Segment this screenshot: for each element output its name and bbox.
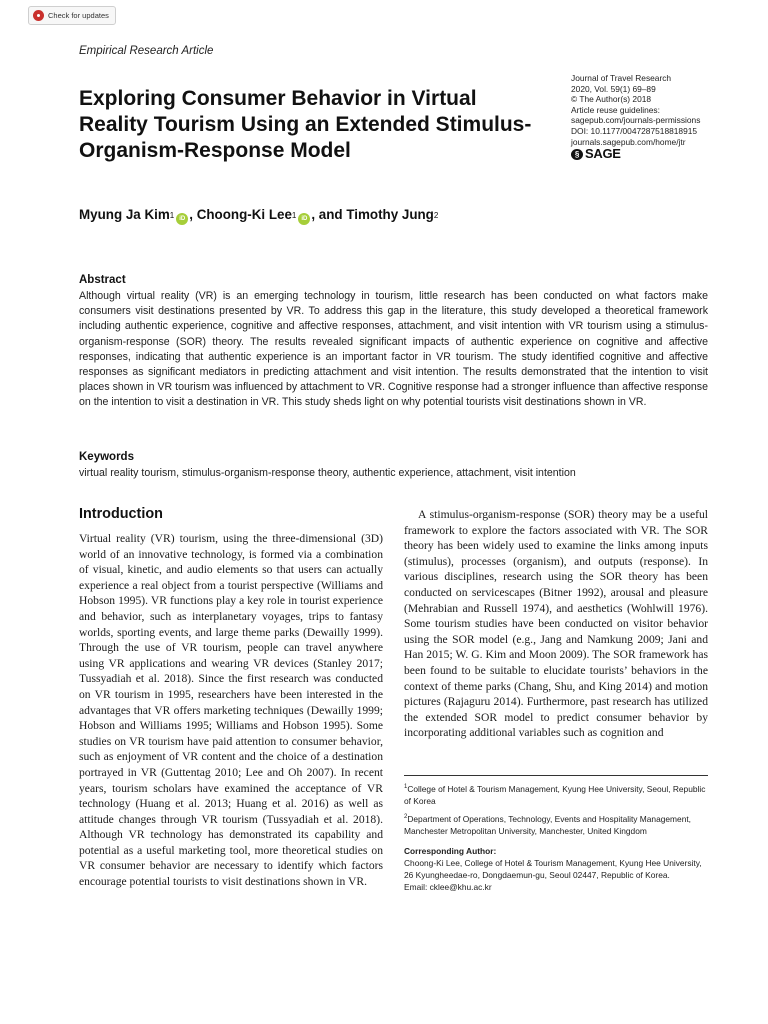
author-affiliation-ref: 1 [291, 211, 297, 220]
affiliation-text: College of Hotel & Tourism Management, Kyung Hee University, Seoul, Republic of Korea [404, 783, 706, 806]
footnote-divider [404, 775, 708, 776]
journal-name: Journal of Travel Research [571, 73, 672, 83]
author-separator: , [189, 207, 197, 222]
affiliation-number: 1 [404, 784, 408, 790]
doi-link[interactable]: DOI: 10.1177/0047287518818915 [571, 125, 698, 136]
corresponding-author-heading: Corresponding Author: [404, 845, 497, 856]
author-separator: , and [311, 207, 347, 222]
author-name: Myung Ja Kim [79, 207, 170, 222]
author-name: Choong-Ki Lee [196, 207, 292, 222]
affiliation-note [404, 811, 708, 837]
journal-home-link[interactable]: journals.sagepub.com/home/jtr [571, 136, 686, 147]
keywords-heading: Keywords [79, 451, 134, 463]
affiliation-note [404, 781, 708, 807]
check-for-updates-button[interactable] [28, 6, 116, 25]
introduction-left-column: Virtual reality (VR) tourism, using the three-dimensional (3D) world of an innovative technology, is formed via a combination of visual, kinetic, and audio elements so that users can actually experience a real object from a tourist perspective (Williams and Hobson 1995). VR functions play a key role in tourist experience and behavior, such as interplanetary voyages, trips to fantasy worlds, sporting events, and large theme parks (Dewailly 1999). Through the use of VR tourism, people can travel anywhere using VR applications and wearing VR devices (Stanley 2017; Tussyadiah et al. 2018). Since the first research was conducted on VR tourism in 1995, researchers have been interested in the advantages that VR offers marketing techniques (Dewailly 1999; Hobson and Williams 1995; Williams and Hobson 1995). Some studies on VR tourism have paid attention to consumer behavior, such as enjoyment of VR content and the choice of a destination portrayed in VR (Guttentag 2010; Lee and Oh 2007). In recent years, tourism scholars have examined the acceptance of VR technology (Huang et al. 2013; Huang et al. 2016) as well as attitude changes through VR tourism (Tussyadiah et al. 2018). Although VR technology has demonstrated its capability and potential as a useful marketing tool, more theoretical studies on VR consumer behavior are necessary to identify which factors encourage potential tourists to visit destinations shown in VR. [79, 532, 383, 889]
corresponding-author-email[interactable]: Email: cklee@khu.ac.kr [404, 881, 492, 892]
author-affiliation-ref: 1 [169, 211, 175, 220]
affiliation-number: 2 [404, 813, 408, 820]
footnotes [404, 781, 708, 893]
abstract-text: Although virtual reality (VR) is an emerging technology in tourism, little research has been conducted on what factors make consumers visit destinations presented by VR. To address this gap in the literature, this study developed a theoretical framework including authentic experience, cognitive and affective responses, attachment, and visit intention with VR tourism using a stimulus-organism-response (SOR) theory. The results revealed significant impacts of authentic experience on cognitive and affective responses, indicating that authentic experience is an important factor in VR tourism. The study identified cognitive and affective responses as significant mediators in predicting attachment and visit intention. The results demonstrated that the intention to visit places shown in VR tourism was influenced by attachment to VR. Cognitive response had a stronger influence than affective response on the intention to visit a destination in VR. This study sheds light on why potential tourists visit destinations shown in VR. [79, 290, 708, 409]
paper-title: Exploring Consumer Behavior in Virtual Reality Tourism Using an Extended Stimulus-Organism-Response Model [79, 87, 532, 162]
journal-volume: 2020, Vol. 59(1) 69–89 [571, 83, 656, 94]
keywords-text: virtual reality tourism, stimulus-organism-response theory, authentic experience, attachment, visit intention [79, 467, 576, 479]
article-type: Empirical Research Article [79, 45, 214, 57]
permissions-link[interactable]: sagepub.com/journals-permissions [571, 115, 701, 126]
affiliation-text: Department of Operations, Technology, Events and Hospitality Management, Manchester Metropolitan University, Manchester, United Kingdom [404, 813, 692, 836]
introduction-right-column: A stimulus-organism-response (SOR) theory may be a useful framework to explore the factors associated with VR. The SOR theory has been widely used to examine the links among inputs (stimulus), processes (organism), and outputs (response). In various disciplines, research using the SOR theory has been conducted on servicescapes (Bitner 1992), arousal and pleasure (Mehrabian and Russell 1974), and aesthetics (Wohlwill 1976). Some tourism studies have been conducted on visitor behavior using the SOR model (e.g., Jang and Namkung 2009; Jani and Han 2015; W. G. Kim and Moon 2009). The SOR framework has been found to be suitable to elucidate tourists’ behaviors in the context of theme parks (Chang, Shu, and King 2014) and motion pictures (Rajaguru 2014). Furthermore, past research has utilized the extended SOR model to predict consumer behavior by incorporating additional variables such as cognition and [404, 508, 708, 740]
publisher-name: SAGE [585, 146, 621, 162]
abstract-heading: Abstract [79, 274, 126, 286]
journal-copyright: © The Author(s) 2018 [571, 94, 652, 105]
reuse-guidelines-label: Article reuse guidelines: [571, 104, 660, 115]
orcid-icon[interactable]: iD [176, 213, 188, 225]
orcid-icon[interactable]: iD [298, 213, 310, 225]
corresponding-author-address: Choong-Ki Lee, College of Hotel & Tourism Management, Kyung Hee University, 26 Kyungheedae-ro, Dongdaemun-gu, Seoul 02447, Republic of Korea. [404, 857, 702, 880]
check-for-updates-label: Check for updates [48, 11, 109, 20]
author-list [79, 207, 599, 224]
sage-logo-icon: § [571, 149, 583, 160]
publisher-logo [571, 146, 751, 162]
introduction-heading: Introduction [79, 506, 163, 522]
check-updates-icon [33, 10, 44, 21]
author-affiliation-ref: 2 [433, 211, 439, 220]
author-name: Timothy Jung [346, 207, 434, 222]
journal-info [571, 73, 751, 160]
